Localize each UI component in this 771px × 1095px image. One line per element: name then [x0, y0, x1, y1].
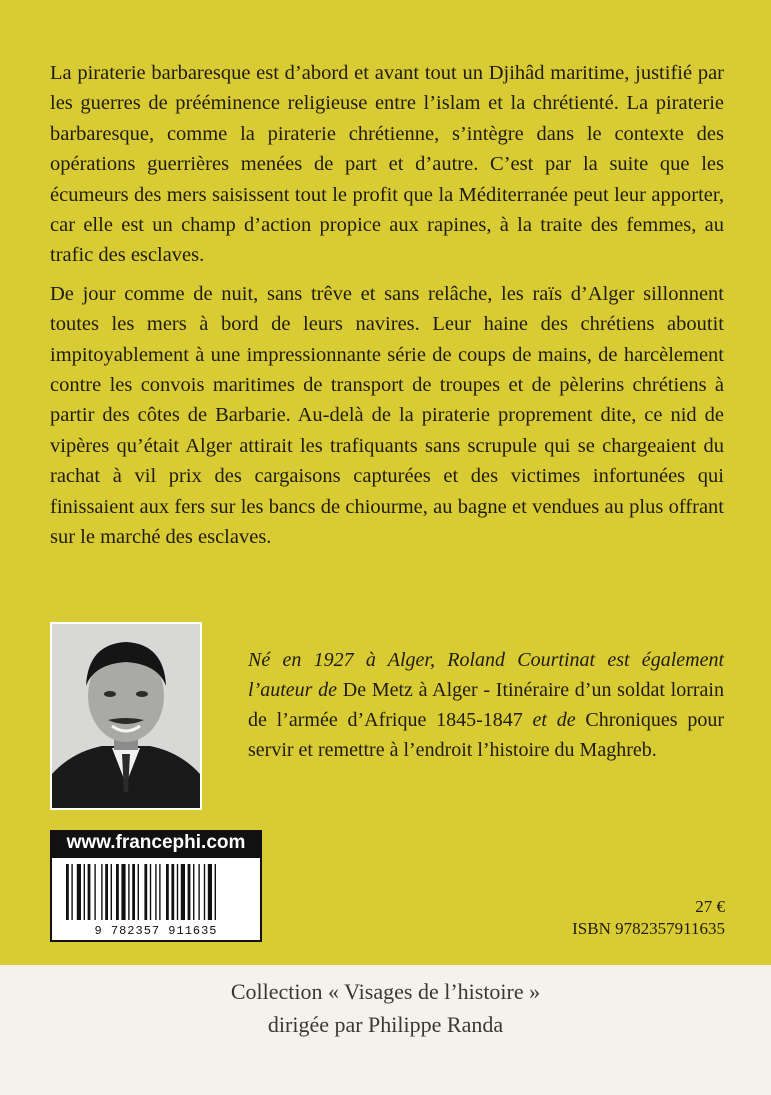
bio-book-1: De Metz à Alger - Itinéraire d’un soldat lorrain de l’armée d’Afrique 1845-1847	[248, 679, 724, 731]
price: 27 €	[695, 897, 725, 916]
barcode-number: 9 782357 911635	[94, 924, 218, 938]
publisher-website: www.francephi.com	[50, 830, 262, 856]
author-bio	[248, 645, 724, 765]
bio-and: et de	[522, 709, 586, 731]
collection-title: Collection « Visages de l’histoire »	[230, 979, 541, 1004]
blurb-paragraph-2: De jour comme de nuit, sans trêve et sans relâche, les raïs d’Alger sillonnent toutes les mers à bord de leurs navires. Leur haine des chrétiens aboutit impitoyablement à une impressionnante série de coups de mains, de harcèlement contre les convois maritimes de transport de troupes et de pèlerins chrétiens à partir des côtes de Barbarie. Au-delà de la piraterie proprement dite, ce nid de vipères qu’était Alger attirait les trafiquants sans scrupule qui se chargeaient du rachat à vil prix des cargaisons capturées et des victimes infortunées qui finissaient aux fers sur les bancs de chiourme, au bagne et vendues au plus offrant sur le marché des esclaves.	[50, 282, 724, 549]
blurb-text	[50, 58, 724, 561]
author-photo	[50, 622, 202, 810]
bio-intro: Né en 1927 à Alger, Roland Courtinat est également l’auteur de	[248, 649, 724, 701]
barcode	[50, 856, 262, 942]
bio-book-2: Chroniques pour servir et remettre à l’endroit l’histoire du Maghreb.	[248, 709, 724, 761]
barcode-bars	[52, 862, 260, 926]
collection-caption	[0, 975, 771, 1041]
isbn: ISBN 9782357911635	[572, 919, 725, 938]
blurb-paragraph-1: La piraterie barbaresque est d’abord et avant tout un Djihâd maritime, justifié par les guerres de prééminence religieuse entre l’islam et la chrétienté. La piraterie barbaresque, comme la piraterie chrétienne, s’intègre dans le contexte des opérations guerrières menées de part et d’autre. C’est par la suite que les écumeurs des mers saisissent tout le profit que la Méditerranée peut leur apporter, car elle est un champ d’action propice aux rapines, à la traite des femmes, au trafic des esclaves.	[50, 62, 724, 267]
collection-director: dirigée par Philippe Randa	[267, 1012, 504, 1037]
